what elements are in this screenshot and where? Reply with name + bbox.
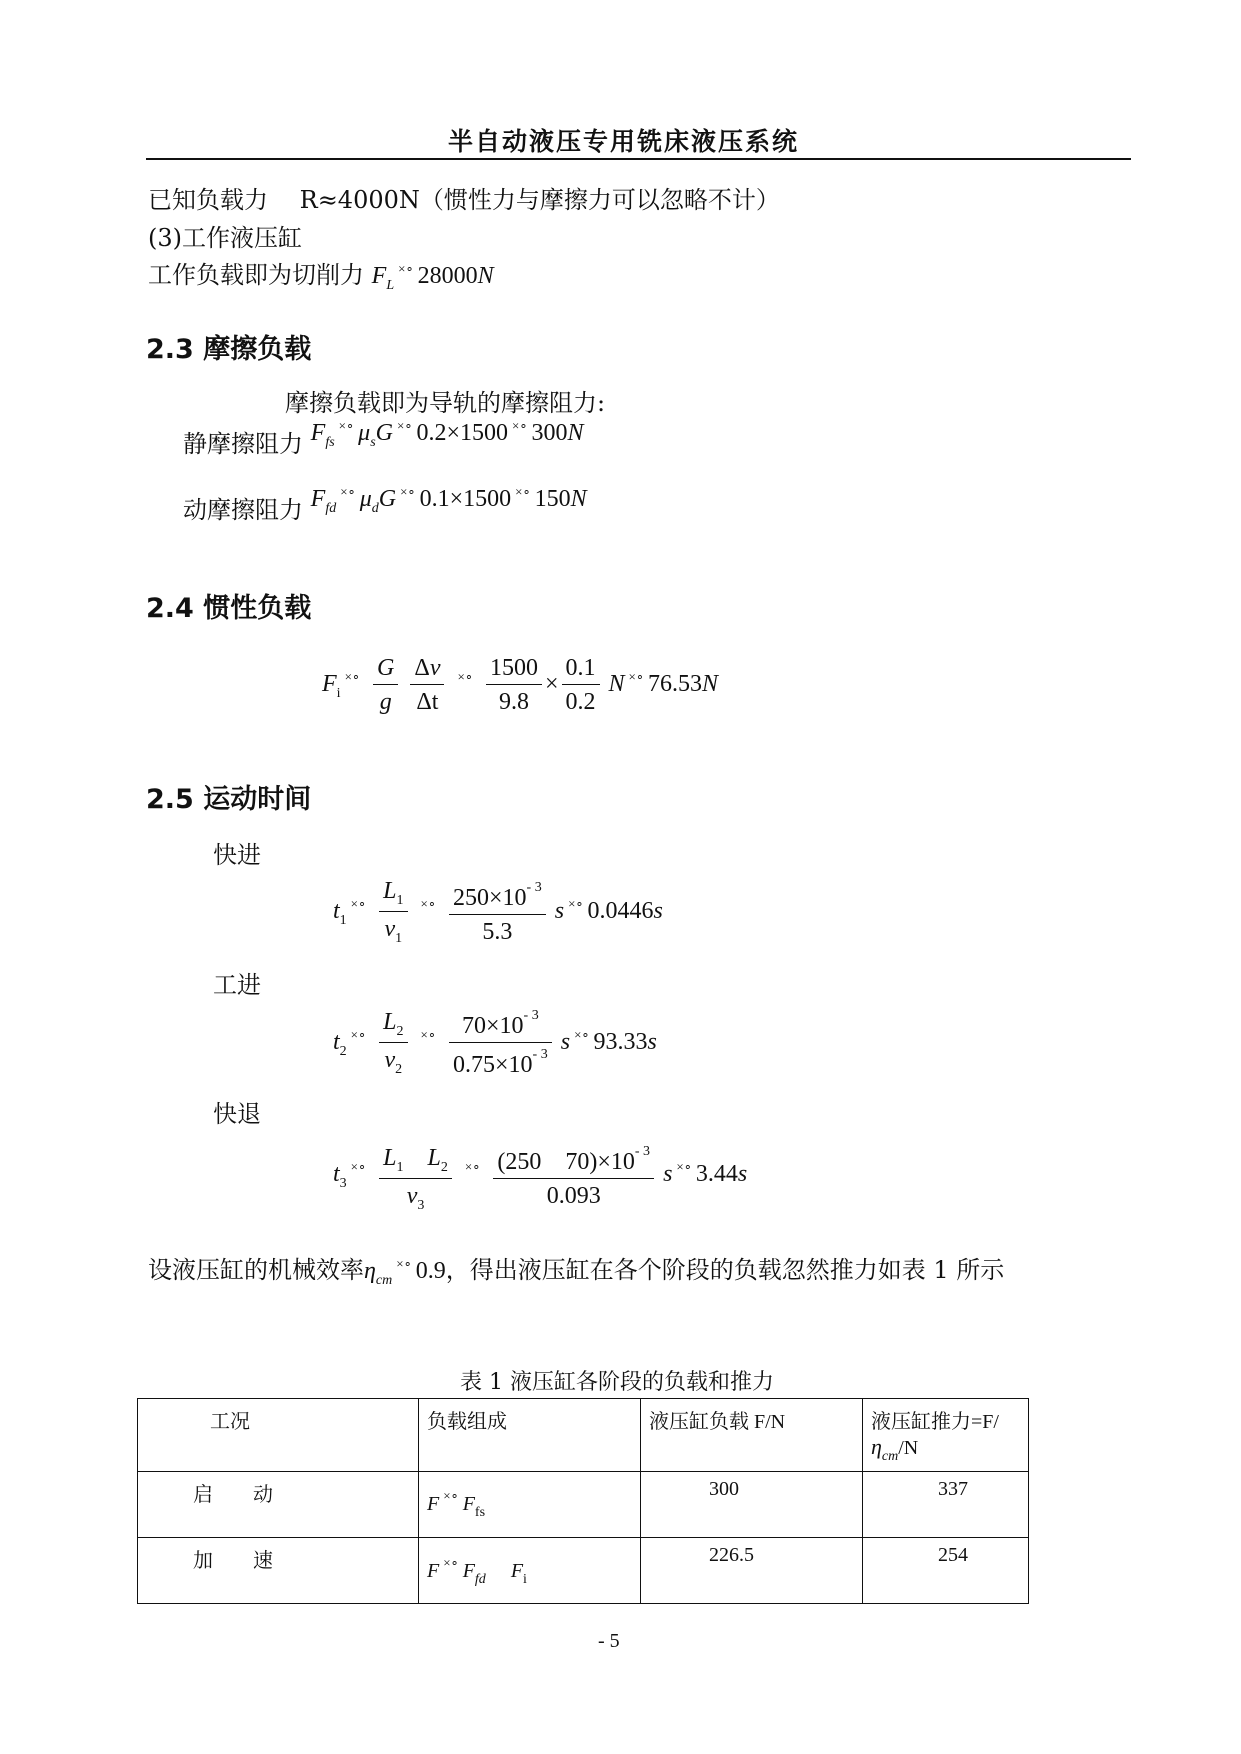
working-load-text: 工作负载即为切削力 bbox=[148, 261, 364, 289]
efficiency-text-b: ，得出液压缸在各个阶段的负载忽然推力如表 1 所示 bbox=[445, 1256, 1005, 1284]
header-cylinder-thrust: 液压缸推力$=F/\eta_{cm}/N$ bbox=[863, 1399, 1029, 1472]
static-friction-label: 静摩擦阻力 bbox=[183, 430, 303, 458]
efficiency-text-a: 设液压缸的机械效率 bbox=[148, 1256, 364, 1284]
section-2-5-heading: 2.5 运动时间 bbox=[146, 784, 312, 815]
section-2-4-heading: 2.4 惯性负载 bbox=[146, 593, 312, 624]
row-load-composition: F ×∘ $F_{fd}$ $F_i$ bbox=[419, 1538, 641, 1604]
row-thrust: 254 bbox=[863, 1538, 1029, 1604]
row-load: 300 bbox=[641, 1472, 863, 1538]
header-cylinder-load: 液压缸负载 F/N bbox=[641, 1399, 863, 1472]
static-friction-line bbox=[183, 418, 584, 463]
work-feed-label: 工进 bbox=[213, 971, 261, 999]
fast-return-label: 快退 bbox=[213, 1100, 261, 1128]
section-2-3-heading: 2.3 摩擦负载 bbox=[146, 334, 312, 365]
header-rule bbox=[146, 158, 1131, 160]
load-thrust-table bbox=[137, 1398, 1029, 1604]
efficiency-formula: $\eta_{cm}^{\times\circ}$ 0.9 bbox=[364, 1256, 446, 1288]
table-row bbox=[138, 1472, 1029, 1538]
dynamic-friction-line bbox=[183, 484, 587, 529]
friction-desc: 摩擦负载即为导轨的摩擦阻力: bbox=[285, 389, 606, 417]
row-thrust: 337 bbox=[863, 1472, 1029, 1538]
dynamic-friction-label: 动摩擦阻力 bbox=[183, 496, 303, 524]
dynamic-friction-formula: $F_{fd}^{\times\circ}$ $\mu_dG$ ×∘ 0.1×1500 ×∘ 150N bbox=[310, 484, 587, 516]
page-header-title: 半自动液压专用铣床液压系统 bbox=[448, 127, 800, 156]
efficiency-line bbox=[148, 1250, 1004, 1289]
t3-formula: $t_3^{\times\circ}$ $\frac{L_1 L_2}{v_3}$ ×∘ $\frac{(250 70)\times 10^{- 3}}{0.093}$ s ×∘ 3.44s bbox=[333, 1137, 747, 1214]
working-load-line bbox=[148, 255, 494, 294]
header-condition: 工况 bbox=[138, 1399, 419, 1472]
known-load-line: 已知负载力 R≈4000N（惯性力与摩擦力可以忽略不计） bbox=[148, 186, 780, 214]
row-condition: 加 速 bbox=[138, 1538, 419, 1604]
page-number: - 5 bbox=[598, 1630, 620, 1652]
table-caption: 表 1 液压缸各阶段的负载和推力 bbox=[460, 1370, 774, 1395]
header-load-composition: 负载组成 bbox=[419, 1399, 641, 1472]
row-load: 226.5 bbox=[641, 1538, 863, 1604]
row-load-composition: F ×∘ $F_{fs}$ bbox=[419, 1472, 641, 1538]
inertia-formula: $F_i^{\times\circ}$ $\frac{G}{g}$ $\frac{\Delta v}{\Delta t}$ ×∘ $\frac{1500}{9.8}$ × $\frac{0.1}{0.2}$ N ×∘ 76.53N bbox=[322, 655, 719, 715]
working-load-formula: $F_L^{\times\circ}$ 28000N bbox=[371, 261, 494, 293]
static-friction-formula: $F_{fs}^{\times\circ}$ $\mu_sG$ ×∘ 0.2×1500 ×∘ 300N bbox=[310, 418, 584, 450]
row-condition: 启 动 bbox=[138, 1472, 419, 1538]
t2-formula: $t_2^{\times\circ}$ $\frac{L_2}{v_2}$ ×∘ $\frac{70\times 10^{- 3}}{0.75\times 10^{- 3}}$ s ×∘ 93.33s bbox=[333, 1008, 657, 1078]
t1-formula: $t_1^{\times\circ}$ $\frac{L_1}{v_1}$ ×∘ $\frac{250\times 10^{- 3}}{5.3}$ s ×∘ 0.0446s bbox=[333, 878, 663, 946]
working-cylinder-label: (3)工作液压缸 bbox=[148, 224, 302, 252]
table-row bbox=[138, 1538, 1029, 1604]
fast-forward-label: 快进 bbox=[213, 841, 261, 869]
table-header-row bbox=[138, 1399, 1029, 1472]
